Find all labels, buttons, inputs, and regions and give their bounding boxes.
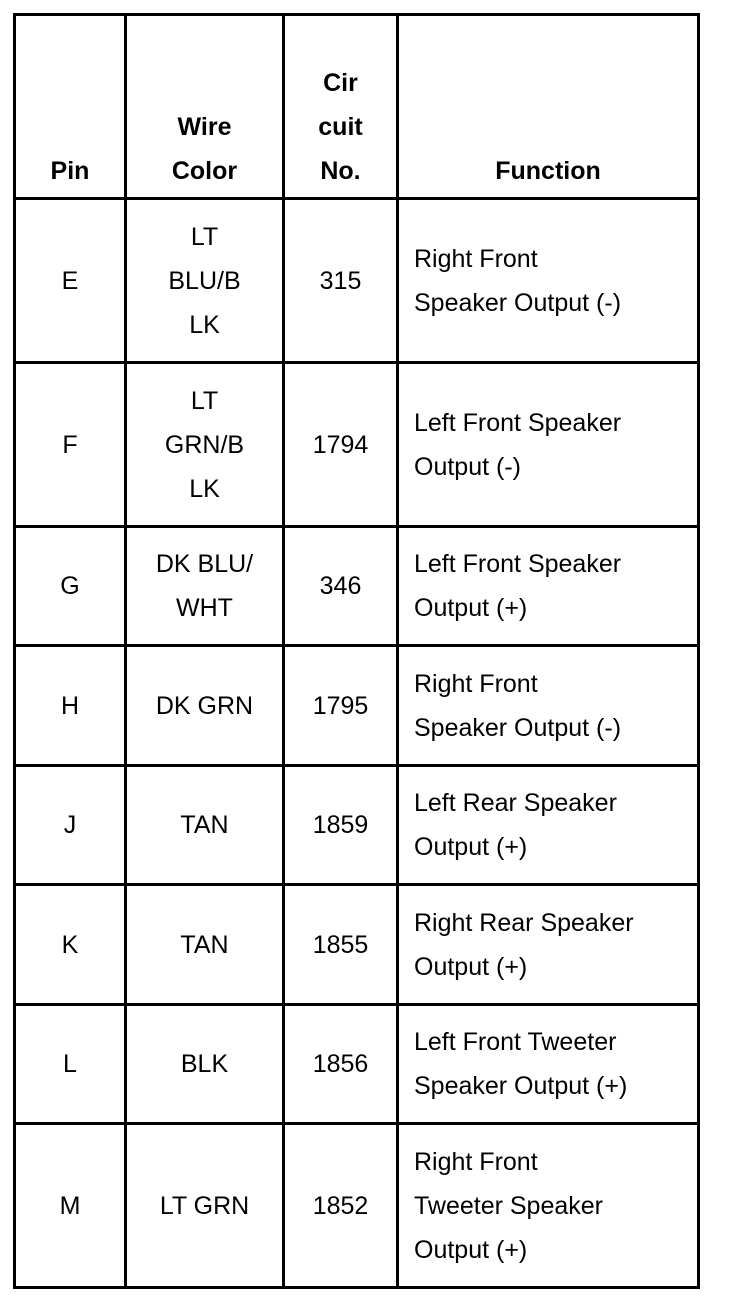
wire-color-cell: [126, 1124, 284, 1288]
pin-cell: J: [15, 766, 126, 885]
table-row: [15, 1005, 699, 1124]
table-row: [15, 1124, 699, 1288]
table-row: [15, 646, 699, 766]
function-line: Output (+): [414, 594, 528, 622]
function-line: Right Front: [414, 669, 538, 698]
function-cell: [398, 199, 699, 363]
circuit-cell: 1852: [284, 1124, 398, 1288]
wire-color-line: LK: [189, 474, 220, 503]
wire-color-line: LT: [190, 222, 219, 251]
header-circuit-line: cuit: [318, 113, 363, 141]
table-row: [15, 766, 699, 885]
wire-color-line: TAN: [180, 811, 229, 839]
pin-cell: F: [15, 363, 126, 527]
wire-color-cell: [126, 766, 284, 885]
header-circuit-no: [284, 15, 398, 199]
function-cell: [398, 527, 699, 646]
pin-cell: G: [15, 527, 126, 646]
wire-color-line: DK BLU/: [155, 550, 254, 578]
table-row: [15, 885, 699, 1005]
header-function: [398, 15, 699, 199]
wire-color-cell: [126, 363, 284, 527]
function-line: Output (-): [414, 452, 521, 481]
header-pin: [15, 15, 126, 199]
function-line: Right Front: [414, 244, 538, 273]
circuit-cell: 1795: [284, 646, 398, 766]
circuit-cell: 1794: [284, 363, 398, 527]
wire-color-line: TAN: [180, 930, 229, 959]
header-circuit-line: No.: [320, 157, 361, 185]
function-line: Output (+): [414, 833, 528, 861]
pin-cell: L: [15, 1005, 126, 1124]
pin-cell: E: [15, 199, 126, 363]
function-line: Right Rear Speaker: [414, 908, 634, 937]
function-line: Left Front Speaker: [414, 550, 622, 578]
function-cell: [398, 885, 699, 1005]
pin-cell: M: [15, 1124, 126, 1288]
wire-color-line: LT: [190, 386, 219, 415]
wire-color-line: WHT: [176, 594, 233, 622]
function-line: Output (+): [414, 1235, 528, 1264]
header-function-line: Function: [495, 157, 601, 185]
wire-color-cell: [126, 199, 284, 363]
circuit-cell: 346: [284, 527, 398, 646]
wire-color-cell: [126, 527, 284, 646]
circuit-cell: 1859: [284, 766, 398, 885]
function-cell: [398, 1005, 699, 1124]
wire-color-cell: [126, 646, 284, 766]
header-circuit-line: Cir: [323, 69, 358, 97]
header-wire-color: [126, 15, 284, 199]
function-line: Left Front Tweeter: [414, 1028, 617, 1056]
circuit-cell: 315: [284, 199, 398, 363]
function-cell: [398, 1124, 699, 1288]
wire-color-line: GRN/B: [164, 430, 245, 459]
wire-color-line: LK: [189, 310, 220, 339]
header-pin-line: Pin: [50, 157, 90, 185]
pin-assignment-table: [13, 13, 700, 1289]
function-cell: [398, 646, 699, 766]
circuit-cell: 1856: [284, 1005, 398, 1124]
wire-color-line: BLK: [180, 1050, 229, 1078]
header-wire-color-line: Wire: [177, 113, 232, 141]
table-row: [15, 527, 699, 646]
function-line: Right Front: [414, 1147, 538, 1176]
function-line: Output (+): [414, 952, 528, 981]
table-row: [15, 199, 699, 363]
table-row: [15, 363, 699, 527]
wire-color-line: BLU/B: [168, 266, 241, 295]
function-line: Tweeter Speaker: [414, 1191, 603, 1220]
pin-cell: K: [15, 885, 126, 1005]
function-cell: [398, 363, 699, 527]
table-header-row: [15, 15, 699, 199]
wire-color-cell: [126, 885, 284, 1005]
function-line: Speaker Output (+): [414, 1072, 628, 1100]
function-line: Speaker Output (-): [414, 713, 622, 742]
pin-cell: H: [15, 646, 126, 766]
circuit-cell: 1855: [284, 885, 398, 1005]
function-line: Left Rear Speaker: [414, 789, 617, 817]
function-line: Left Front Speaker: [414, 408, 622, 437]
wire-color-line: LT GRN: [159, 1191, 250, 1220]
wire-color-line: DK GRN: [155, 691, 254, 720]
function-cell: [398, 766, 699, 885]
function-line: Speaker Output (-): [414, 288, 622, 317]
header-wire-color-line: Color: [171, 157, 238, 185]
wire-color-cell: [126, 1005, 284, 1124]
